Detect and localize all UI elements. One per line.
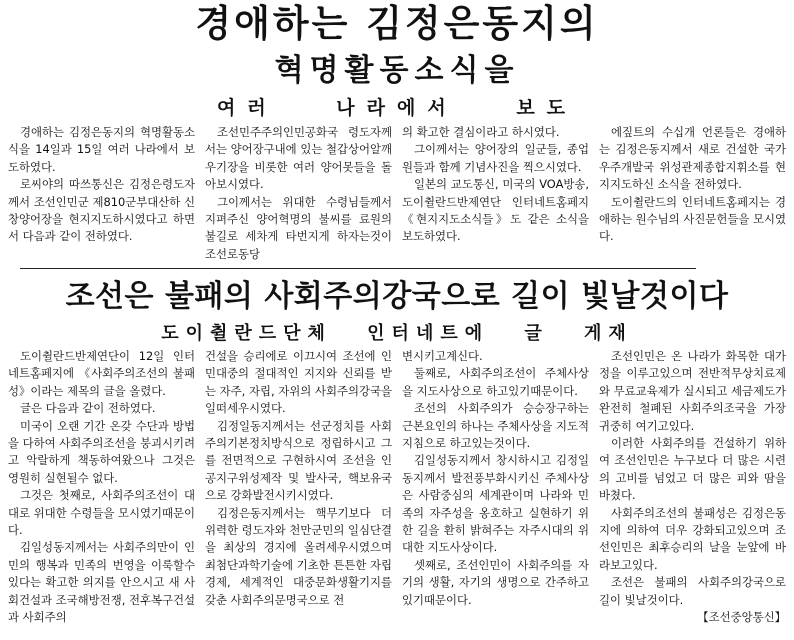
paragraph: 로씨야의 따쓰통신은 김정은령도자께서 조선인민군 제810군부대산하 신창양어장을 현지지도하시였다고 하면서 다음과 같이 전하였다.	[8, 177, 195, 244]
paragraph: 경애하는 김정은동지의 혁명활동소식을 14일과 15일 여러 나라에서 보도하였다.	[8, 125, 195, 174]
article1-column-1	[8, 124, 195, 264]
article2-body	[8, 348, 786, 632]
article1-column-4	[599, 124, 786, 264]
article2-headline: 조선은 불패의 사회주의강국으로 길이 빛날것이다	[65, 279, 729, 314]
paragraph: 조선은 불패의 사회주의강국으로 길이 빛날것이다.	[599, 575, 786, 607]
article2-column-3	[402, 348, 589, 632]
paragraph: 조선민주주의인민공화국 령도자께서는 양어장구내에 있는 철갑상어알깨우기장을 비롯한 여러 양어못들을 돌아보시였다.	[205, 125, 392, 192]
paragraph: 김정은동지께서는 핵무기보다 더 위력한 령도자와 천만군민의 일심단결을 최상의 경지에 올려세우시였으며 최첨단과학기술에 기초한 튼튼한 자립경제, 세계적인 대중문화생활기지를 갖춘 사회주의문명국으로 전	[205, 505, 392, 607]
article-divider	[20, 268, 696, 269]
paragraph: 그이께서는 양어장의 일군들, 종업원들과 함께 기념사진을 찍으시였다.	[402, 142, 589, 174]
article2-subhead: 도이췰란드단체 인터네트에 글 게재	[161, 323, 633, 344]
paragraph: 에짚트의 수십개 언론들은 경애하는 김정은동지께서 새로 건설한 국가우주개발국 위성관제종합지휘소를 현지지도하신 소식을 전하였다.	[599, 125, 786, 192]
paragraph: 글은 다음과 같이 전하였다.	[20, 401, 156, 416]
paragraph: 김일성동지께서는 사회주의만이 인민의 행복과 민족의 번영을 이룩할수 있다는 확고한 의지를 안으시고 새 사회건설과 조국해방전쟁, 전후복구건설과 사회주의	[8, 540, 195, 625]
article1-column-2	[205, 124, 392, 264]
paragraph: 그것은 첫째로, 사회주의조선이 대대로 위대한 수령들을 모시였기때문이다.	[8, 488, 195, 538]
paragraph: 김정일동지께서는 선군정치를 사회주의기본정치방식으로 정립하시고 그를 전면적으로 구현하시여 조선을 인공지구위성제작 및 발사국, 핵보유국으로 강화발전시키시였다.	[205, 418, 392, 503]
paragraph: 도이췰란드의 인터네트홈페지는 경애하는 원수님의 사진문헌들을 모시였다.	[599, 194, 786, 244]
article1-body	[8, 124, 786, 264]
article1-subhead: 여러 나라에서 보도	[216, 97, 578, 119]
paragraph: 미국이 오랜 기간 온갖 수단과 방법을 다하여 사회주의조선을 붕괴시키려고 악랄하게 책동하여왔으나 그것은 영원히 실현될수 없다.	[8, 418, 195, 485]
paragraph: 도이췰란드반제연단이 12일 인터네트홈페지에 《사회주의조선의 불패성》이라는 제목의 글을 올렸다.	[8, 349, 195, 398]
paragraph: 조선인민은 온 나라가 화목한 대가정을 이루고있으며 전반적무상치료제와 무료교육제가 실시되고 세금제도가 완전히 철폐된 사회주의조국을 가장 귀중히 여기고있다.	[599, 349, 786, 433]
paragraph: 셋째로, 조선인민이 사회주의를 자기의 생활, 자기의 생명으로 간주하고있기때문이다.	[402, 557, 589, 607]
news-agency-credit: 【조선중앙통신】	[697, 610, 786, 625]
paragraph: 사회주의조선의 불패성은 김정은동지에 의하여 더우 강화되고있으며 조선인민은 최후승리의 날을 눈앞에 바라보고있다.	[599, 505, 786, 572]
article1-column-3	[402, 124, 589, 264]
article1-headline: 경애하는 김정은동지의	[195, 2, 599, 45]
article1-headline-line2: 혁명활동소식을	[274, 53, 520, 88]
article2-column-1	[8, 348, 195, 632]
paragraph: 김일성동지께서 창시하시고 김정일동지께서 발전풍부화시키신 주체사상은 사람중심의 세계관이며 나라와 민족의 자주성을 옹호하고 실현하기 위한 길을 환히 밝혀주는 자주시대의 위대한 지도사상이다.	[402, 453, 589, 555]
paragraph: 변시키고계신다.	[402, 349, 483, 363]
paragraph: 이러한 사회주의를 건설하기 위하여 조선인민은 누구보다 더 많은 시련의 고비를 넘었고 더 많은 피와 땀을 바쳤다.	[599, 436, 786, 503]
article2-column-4	[599, 348, 786, 632]
paragraph: 건설을 승리에로 이끄시여 조선에 인민대중의 절대적인 지지와 신뢰를 받는 자주, 자립, 자위의 사회주의강국을 일떠세우시였다.	[205, 349, 392, 416]
paragraph: 의 확고한 결심이라고 하시였다.	[402, 125, 560, 139]
paragraph: 둘째로, 사회주의조선이 주체사상을 지도사상으로 하고있기때문이다.	[402, 366, 589, 398]
paragraph: 그이께서는 위대한 수령님들께서 지펴주신 양어혁명의 불씨를 료원의 불길로 세차게 타번지게 하자는것이 조선로동당	[205, 194, 392, 261]
paragraph: 조선의 사회주의가 승승장구하는 근본요인의 하나는 주체사상을 지도적지침으로 하고있는것이다.	[402, 401, 589, 451]
paragraph: 일본의 교도통신, 미국의 VOA방송, 도이췰란드반제연단 인터네트홈페지 《현지지도소식들》도 같은 소식을 보도하였다.	[402, 177, 589, 244]
article2-column-2	[205, 348, 392, 632]
